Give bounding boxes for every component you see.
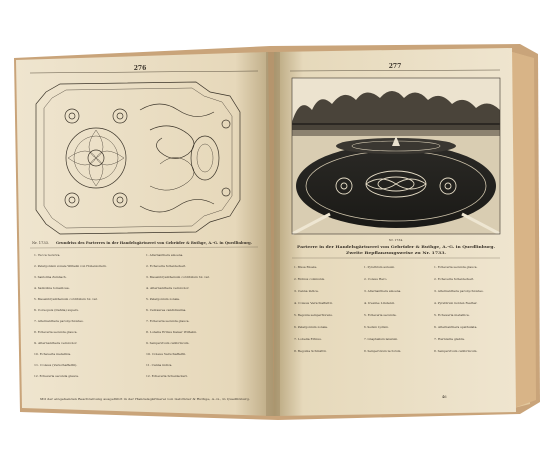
plant-list-item: 3. Canna indica. (294, 289, 319, 293)
plant-list-item: 6. Alternanthera spathulata. (434, 325, 478, 329)
plant-list-item: 8. Sempervivum californicum. (434, 349, 478, 353)
plant-list-item: 5. Pelargonium zonale. (146, 297, 181, 301)
plant-list-item: 10. Coleus Verschaffeltii. (146, 352, 187, 356)
right-figure-number: Nr. 1734. (388, 238, 404, 242)
right-page-mark: 46 (442, 395, 447, 399)
plant-list-item: 8. Begonia Schmidtii. (294, 349, 327, 353)
plant-list-item: 1. Musa Ensete. (294, 265, 318, 269)
plant-list-item: 6. Pelargonium zonale. (294, 325, 329, 329)
plant-list-item: 7. Gnaphalium lanatum. (364, 337, 399, 341)
right-caption: Parterre in der Handelsgärtnerei von Gebrüder & Ruthge, A.-G. in Quedlinburg. (297, 245, 495, 249)
plant-list-item: 2. Coleus Hero. (364, 277, 388, 281)
right-page-number: 277 (388, 63, 402, 70)
plant-list-item: 12. Echeveria Scheideckeri. (146, 374, 188, 378)
plant-list-item: 2. Pelargonium zonale Wilhelm von Hohenzollern. (34, 264, 107, 268)
plant-list-item: 3. Mesembryanthemum cordifolium fol. var. (146, 275, 210, 279)
plant-list-item: 6. Centaurea candidissima. (146, 308, 187, 312)
plant-list-item: 4. Pyrethrum Golden Feather. (434, 301, 478, 305)
plant-list-item: 8. Sempervivum tectorum. (364, 349, 402, 353)
left-caption: Grundriss des Parterres in der Handelsgärtnerei von Gebrüder & Ruthge, A.-G. in Quedlinburg. (56, 241, 252, 245)
left-page (16, 52, 274, 416)
terrace-wall (292, 130, 500, 136)
right-subcaption: Zweite Bepflanzungsweise zu Nr. 1733. (346, 251, 446, 255)
plant-list-item: 1. Echeveria secunda glauca. (434, 265, 478, 269)
plant-list-item: 4. Santolina tomentosa. (34, 286, 70, 290)
plant-list-item: 11. Coleus (Verschaffeltii). (34, 363, 78, 367)
parterre-engraving (292, 78, 500, 234)
plant-list-item: 3. Alternanthera paronychioides. (434, 289, 484, 293)
plant-list-item: 7. Alternanthera paronychioides. (34, 319, 84, 323)
plant-list-item: 3. Santolina Zumbach. (34, 275, 67, 279)
plant-list-item: 9. Sempervivum californicum. (146, 341, 190, 345)
plant-list-item: 8. Echeveria secunda glauca. (34, 330, 78, 334)
plant-list-item: 2. Echeveria Scheideckeri. (146, 264, 187, 268)
plant-list-item: 11. Canna indica. (146, 363, 173, 367)
plant-list-item: 9. Alternanthera versicolor. (34, 341, 78, 345)
plant-list-item: 8. Lobelia Erinus Kaiser Wilhelm. (146, 330, 198, 334)
plant-list-item: 5. Begonia semperflorens. (294, 313, 333, 317)
plant-list-item: 2. Echeveria Scheideckeri. (434, 277, 475, 281)
plant-list-item: 5. Mesembryanthemum cordifolium fol. var. (34, 297, 98, 301)
plant-list-item: 4. Alternanthera versicolor. (146, 286, 190, 290)
plant-list-item: 7. Lobelia Erinus. (294, 337, 322, 341)
left-page-number: 276 (133, 65, 147, 72)
plant-list-item: 5. Echeveria secunda. (364, 313, 397, 317)
plant-list-item: 6. Sedum Lydium. (364, 325, 389, 329)
right-page-stack-2 (512, 52, 536, 408)
plant-list-item: 10. Echeveria metallica. (34, 352, 72, 356)
left-footer: Mit der eingehenden Beschreibung ausgeführt in der Handelsgärtnerei von Gebrüder & Ruthge, A.-G., in Quedlinburg. (40, 397, 251, 401)
plant-list-item: 1. Alternanthera amoena. (146, 253, 184, 257)
plant-list-item: 7. Herniaria glabra. (434, 337, 466, 341)
plant-list-item: 1. Pyrethrum aureum. (364, 265, 396, 269)
plant-list-item: 1. Yucca recurva. (34, 253, 61, 257)
plant-list-item: 2. Ricinus communis. (294, 277, 326, 281)
plant-list-item: 3. Alternanthera amoena. (364, 289, 402, 293)
plant-list-item: 4. Coleus Verschaffeltii. (294, 301, 333, 305)
plant-list-item: 6. Coreopsis (Dahlia) supers. (34, 308, 79, 312)
plant-list-item: 5. Echeveria metallica. (434, 313, 470, 317)
spine-shadow (266, 52, 280, 416)
plant-list-item: 12. Echeveria secunda glauca. (34, 374, 79, 378)
left-figure-number: Nr. 1733. (32, 241, 50, 245)
plant-list-item: 7. Echeveria secunda glauca. (146, 319, 190, 323)
plant-list-item: 4. Iresine Lindenii. (364, 301, 396, 305)
